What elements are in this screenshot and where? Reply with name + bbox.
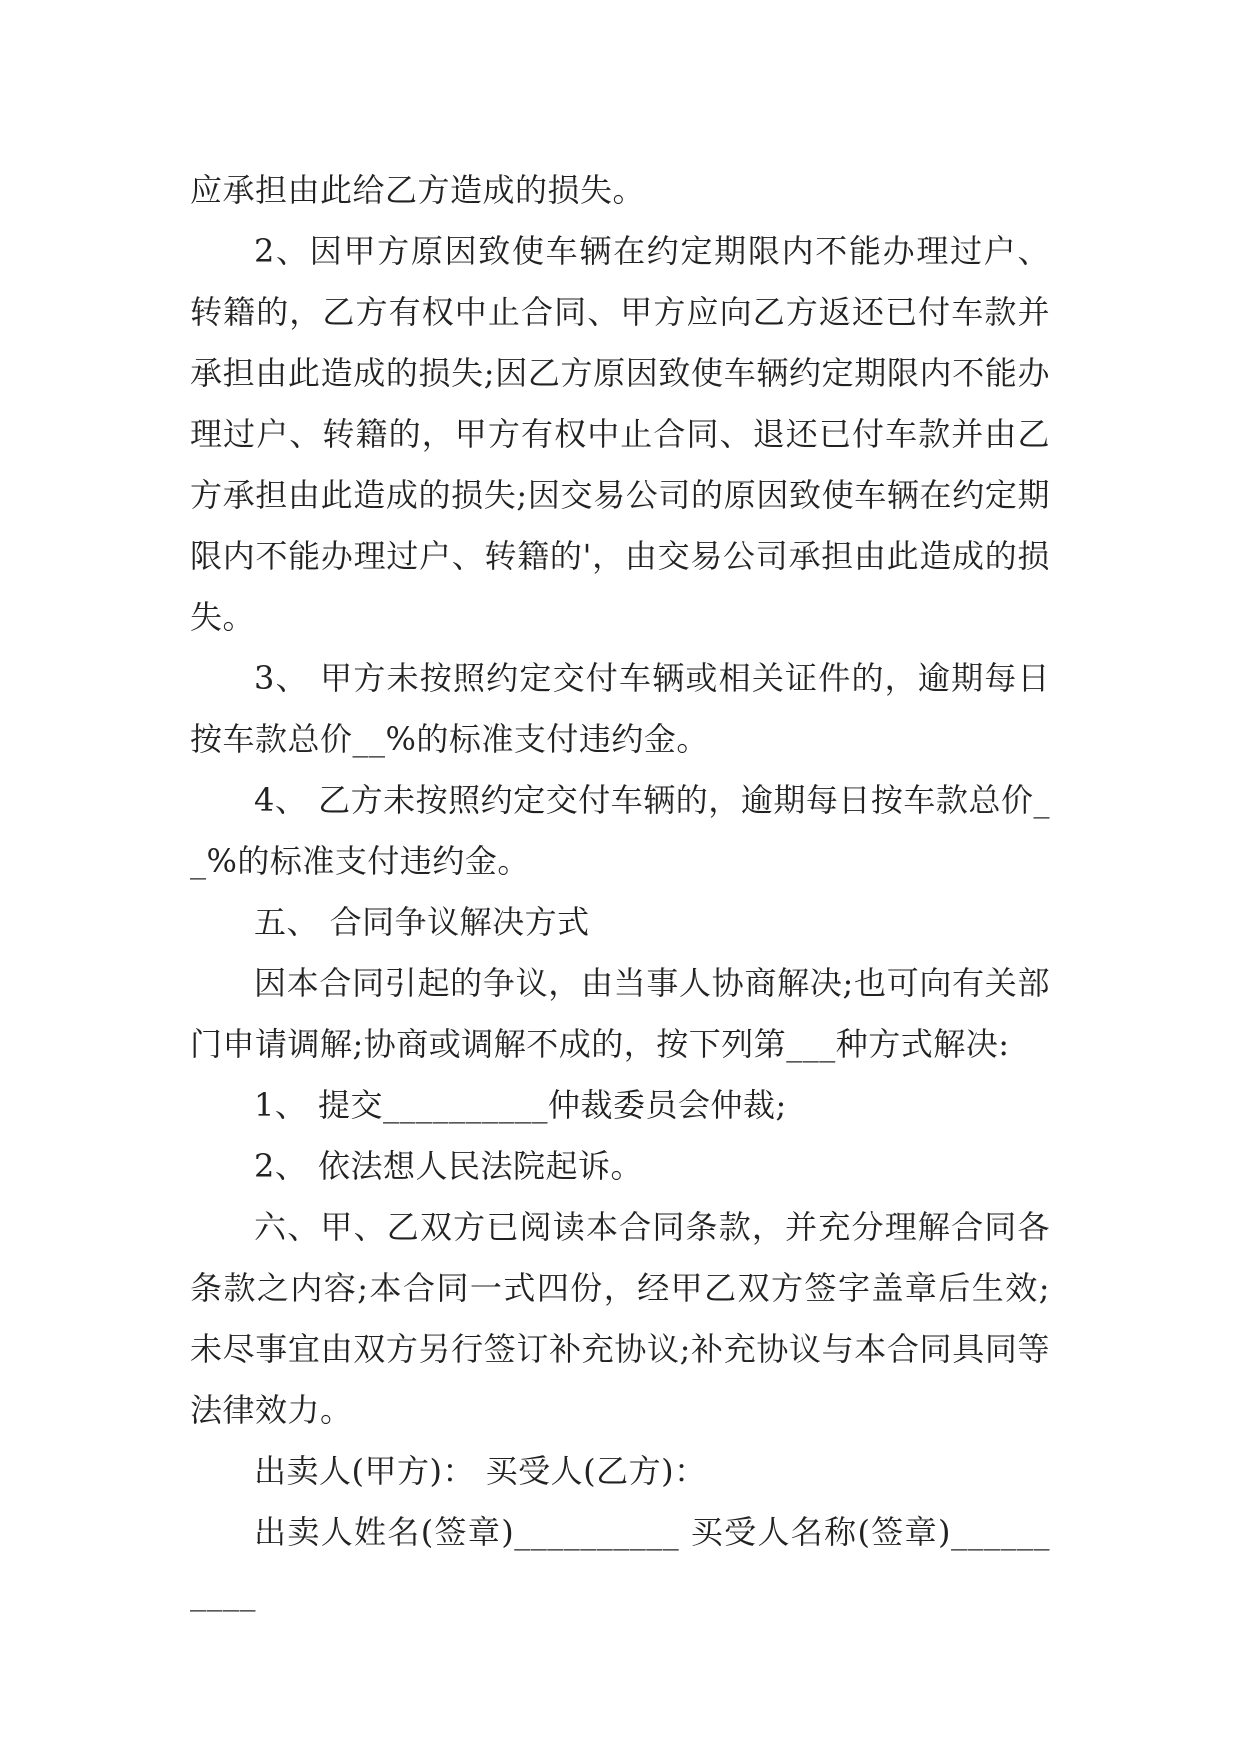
paragraph-6: 因本合同引起的争议，由当事人协商解决;也可向有关部门申请调解;协商或调解不成的，按下列第___种方式解决: xyxy=(190,964,1050,1063)
paragraph-4: 4、 乙方未按照约定交付车辆的，逾期每日按车款总价__%的标准支付违约金。 xyxy=(190,781,1050,880)
document-body xyxy=(190,160,1050,1624)
paragraph-9: 六、甲、乙双方已阅读本合同条款，并充分理解合同各条款之内容;本合同一式四份，经甲乙双方签字盖章后生效;未尽事宜由双方另行签订补充协议;补充协议与本合同具同等法律效力。 xyxy=(190,1208,1050,1429)
paragraph-7: 1、 提交__________仲裁委员会仲裁; xyxy=(254,1086,787,1124)
signature-lines: 出卖人姓名(签章)__________ 买受人名称(签章)__________ xyxy=(190,1513,1050,1612)
signature-parties: 出卖人(甲方)： 买受人(乙方)： xyxy=(254,1452,707,1490)
paragraph-8: 2、 依法想人民法院起诉。 xyxy=(254,1147,644,1185)
paragraph-1: 应承担由此给乙方造成的损失。 xyxy=(190,171,646,209)
section-heading-5: 五、 合同争议解决方式 xyxy=(254,903,590,941)
paragraph-2: 2、因甲方原因致使车辆在约定期限内不能办理过户、转籍的，乙方有权中止合同、甲方应向乙方返还已付车款并承担由此造成的损失;因乙方原因致使车辆约定期限内不能办理过户、转籍的，甲方有权中止合同、退还已付车款并由乙方承担由此造成的损失;因交易公司的原因致使车辆在约定期限内不能办理过户、转籍的'，由交易公司承担由此造成的损失。 xyxy=(190,232,1050,636)
paragraph-3: 3、 甲方未按照约定交付车辆或相关证件的，逾期每日按车款总价__%的标准支付违约金。 xyxy=(190,659,1050,758)
